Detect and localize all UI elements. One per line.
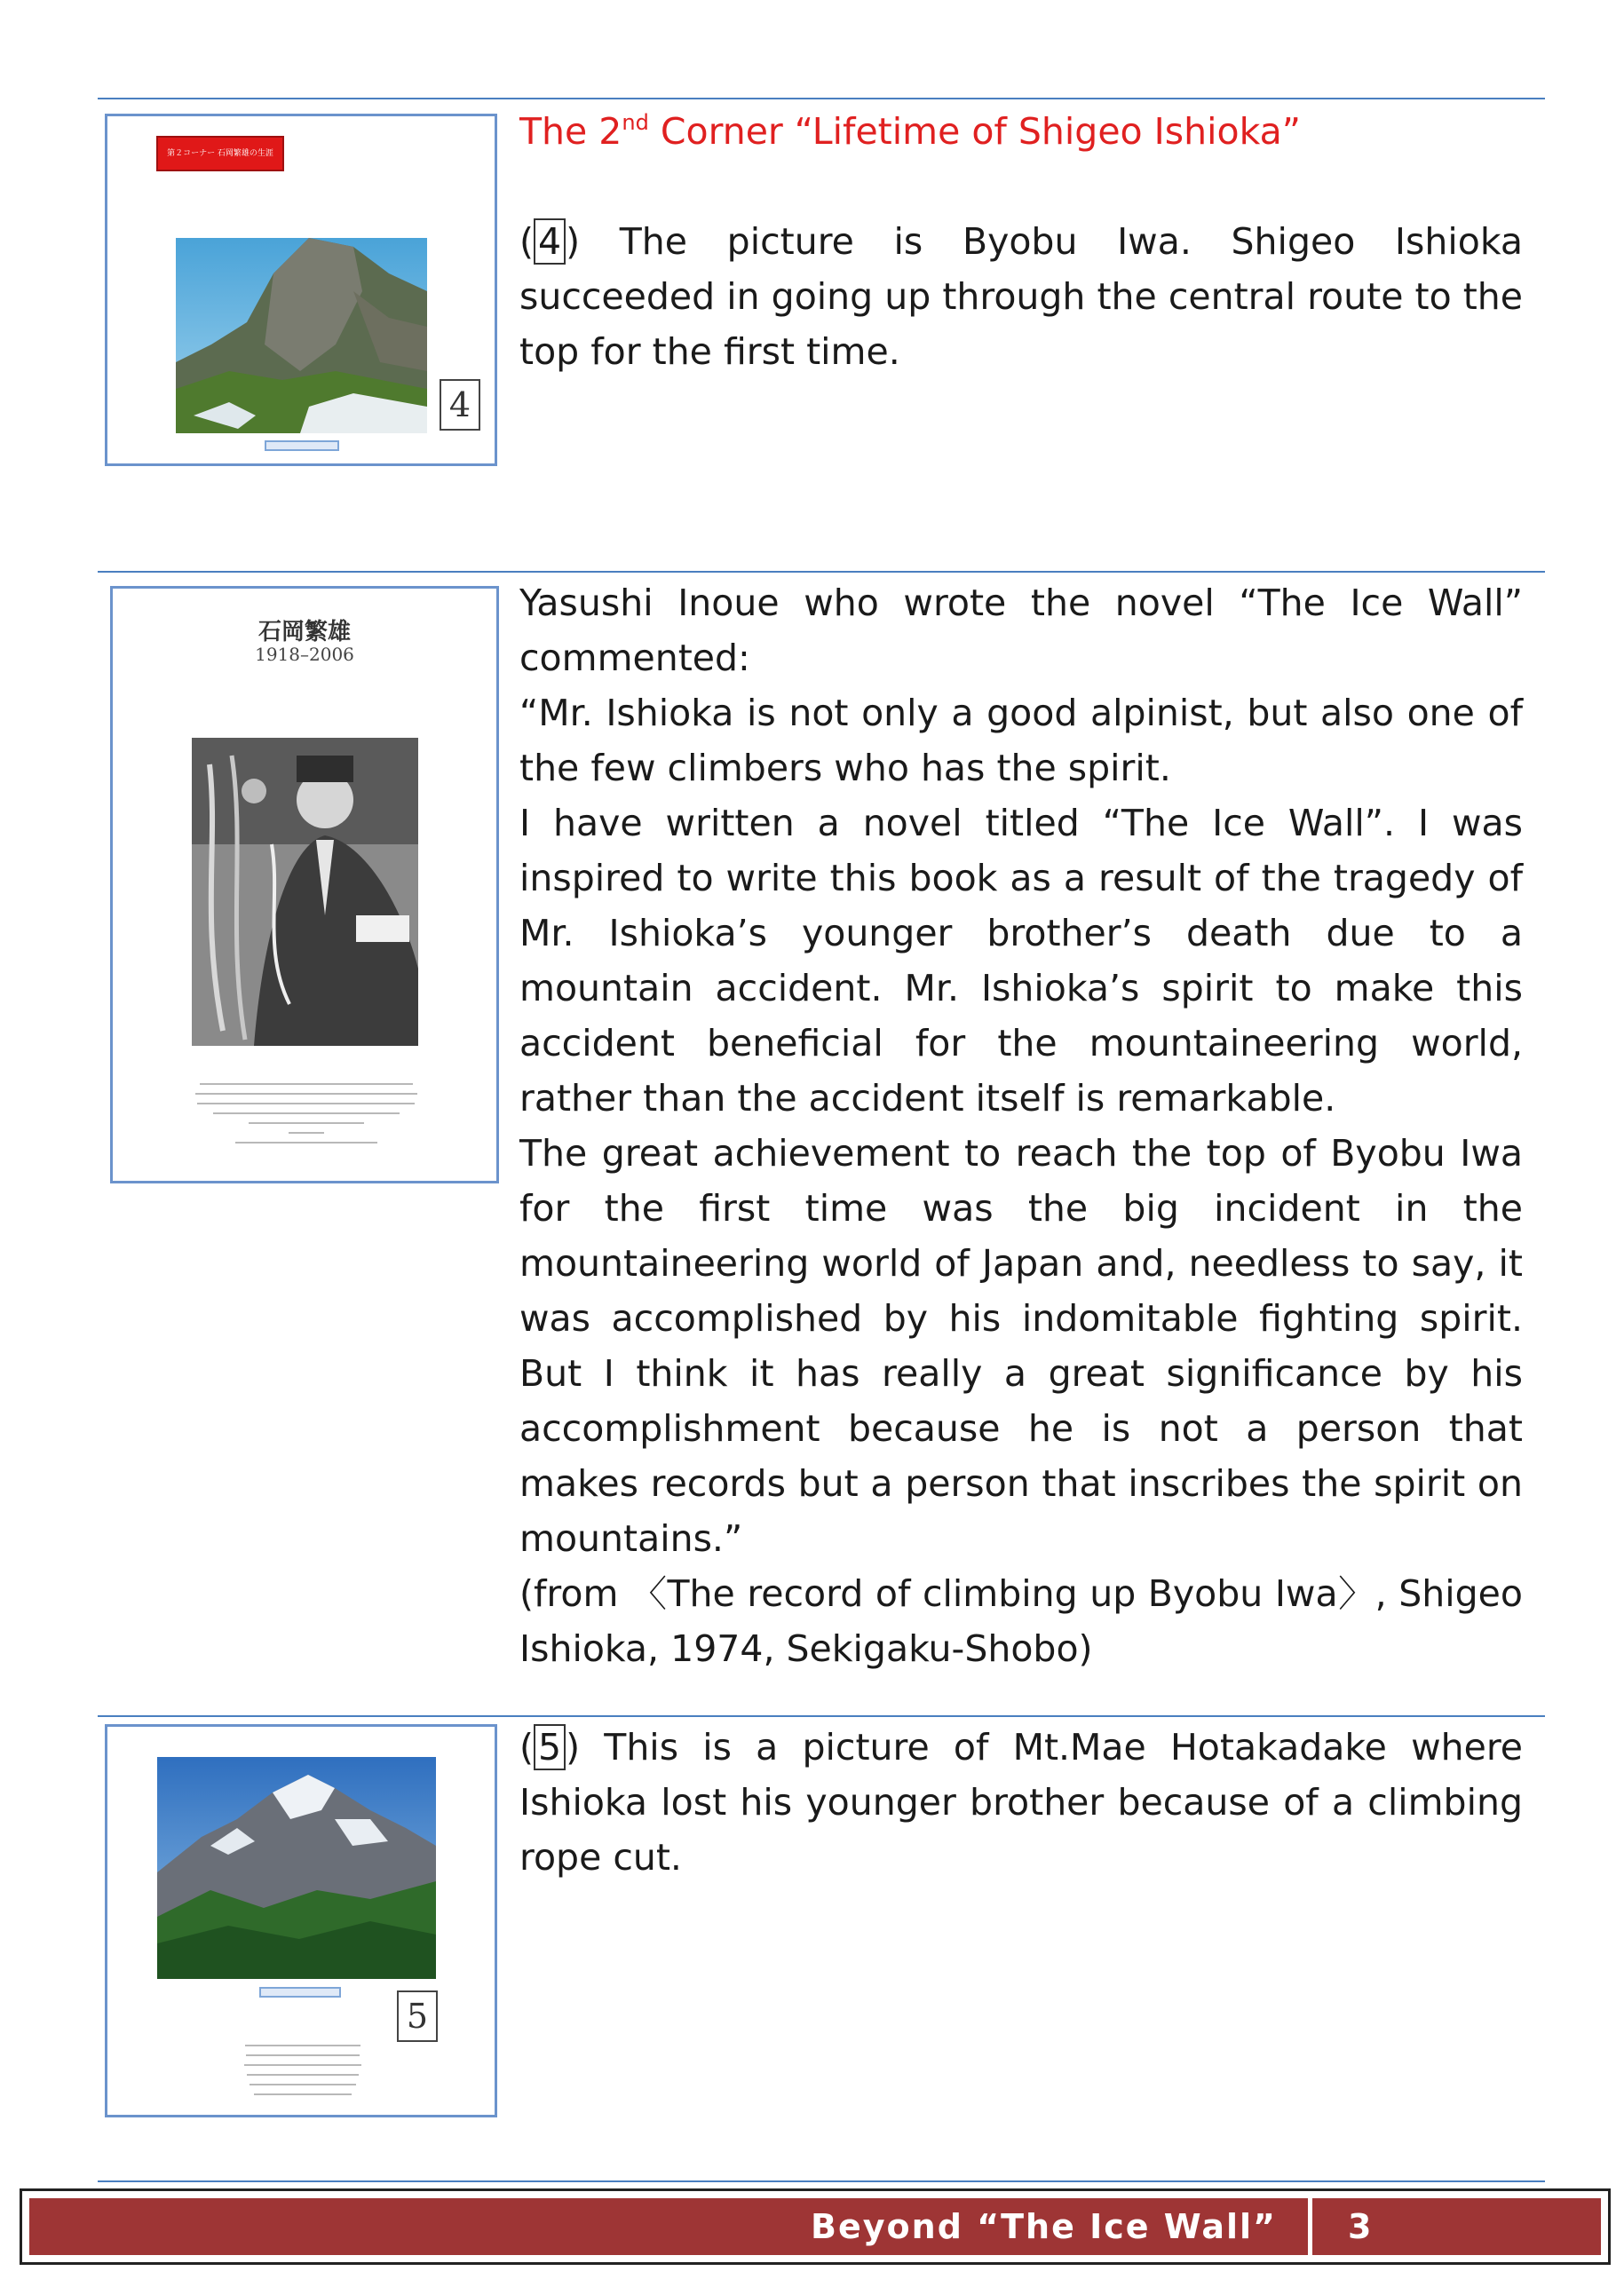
- thumbnail-byobu-iwa: [105, 114, 497, 466]
- figure-number-4: 4: [534, 218, 566, 265]
- page-number: 3: [1348, 2207, 1372, 2246]
- page-footer: [20, 2188, 1611, 2265]
- quote-paragraph-3: The great achievement to reach the top of Byobu Iwa for the first time was the big incident in the mountaineering world of Japan and, needless to say, it was accomplished by his indomitable fighting spirit. But I think it has really a great significance by his accomplishment because he is not a person that makes records but a person that inscribes the spirit on mountains.”: [519, 1132, 1523, 1560]
- footer-title: Beyond “The Ice Wall”: [811, 2207, 1277, 2246]
- quote-citation: (from 〈The record of climbing up Byobu Iwa〉, Shigeo Ishioka, 1974, Sekigaku-Shobo): [519, 1572, 1523, 1670]
- section1-text: [519, 104, 1523, 379]
- mae-hotakadake-photo: [157, 1757, 436, 1979]
- quote-intro: Yasushi Inoue who wrote the novel “The Ice Wall” commented:: [519, 582, 1523, 679]
- thumbnail-corner-label: 第２コーナー 石岡繁雄の生涯: [156, 136, 284, 171]
- byobu-iwa-photo: [176, 238, 427, 433]
- thumbnail-years: 1918–2006: [255, 644, 354, 665]
- section3-text: [519, 1720, 1523, 1885]
- section-rule-3: [98, 1715, 1545, 1717]
- thumbnail-caption-bar: [259, 1987, 341, 1998]
- section1-paragraph: ( 4 ) The picture is Byobu Iwa. Shigeo Ishioka succeeded in going up through the central route to the top for the first time.: [519, 220, 1523, 373]
- thumbnail-caption-bar: [265, 440, 339, 451]
- footer-bar: [29, 2198, 1601, 2255]
- footer-rule: [98, 2180, 1545, 2182]
- thumbnail-ishioka-portrait: [110, 586, 499, 1183]
- mountain-caption-text: [241, 2045, 365, 2103]
- section2-text: [519, 575, 1523, 1676]
- portrait-caption-text: [193, 1083, 419, 1151]
- portrait-photo: [192, 738, 418, 1046]
- corner-title: The 2nd Corner “Lifetime of Shigeo Ishioka”: [519, 110, 1301, 153]
- thumbnail-number-badge: 4: [440, 379, 480, 431]
- thumbnail-mae-hotakadake: [105, 1724, 497, 2117]
- section-rule-1: [98, 98, 1545, 99]
- thumbnail-name: 石岡繁雄: [257, 619, 351, 645]
- thumbnail-number-badge: 5: [397, 1990, 438, 2042]
- section3-paragraph: ( 5 ) This is a picture of Mt.Mae Hotakadake where Ishioka lost his younger brother because of a climbing rope cut.: [519, 1726, 1523, 1879]
- quote-paragraph-1: “Mr. Ishioka is not only a good alpinist, but also one of the few climbers who has the spirit.: [519, 692, 1523, 789]
- quote-paragraph-2: I have written a novel titled “The Ice Wall”. I was inspired to write this book as a result of the tragedy of Mr. Ishioka’s younger brother’s death due to a mountain accident. Mr. Ishioka’s spirit to make this accident beneficial for the mountaineering world, rather than the accident itself is remarkable.: [519, 802, 1523, 1120]
- figure-number-5: 5: [534, 1724, 566, 1770]
- section-rule-2: [98, 571, 1545, 573]
